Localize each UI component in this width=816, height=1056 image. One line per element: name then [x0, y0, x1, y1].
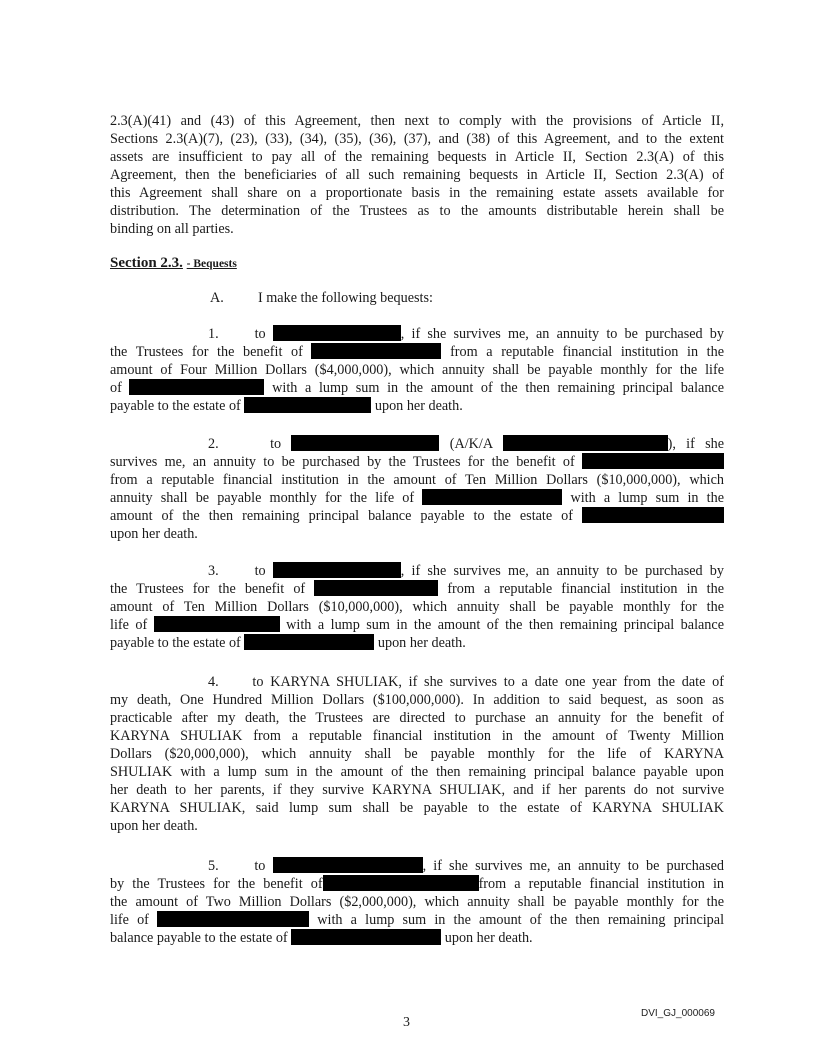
bates-number: DVI_GJ_000069 — [641, 1008, 715, 1019]
redaction-block — [157, 911, 309, 927]
bequest-2-line — [110, 453, 724, 471]
bequest-2-line — [110, 435, 724, 453]
line-text: life of — [110, 912, 149, 928]
intro-line: distribution. The determination of the Trustees as to the amounts distributable herein shall be — [110, 203, 724, 219]
section-number: Section 2.3. — [110, 255, 183, 271]
bequest-3-line: amount of Ten Million Dollars ($10,000,000), which annuity shall be payable monthly for the — [110, 599, 724, 615]
bequest-5-line — [110, 875, 724, 893]
bequest-4-line: practicable after my death, the Trustees are directed to purchase an annuity for the benefit of — [110, 710, 724, 726]
line-text: with a lump sum in the — [570, 490, 725, 506]
line-text: , if she survives me, an annuity to be purchased by — [400, 563, 724, 579]
bequest-2-line — [110, 507, 724, 525]
intro-line: this Agreement shall share on a proportionate basis in the remaining estate assets available for — [110, 185, 724, 201]
line-text: , if she survives me, an annuity to be purchased by — [400, 326, 724, 342]
redaction-block — [273, 325, 401, 341]
line-text: to KARYNA SHULIAK, if she survives to a date one year from the date of — [252, 674, 724, 690]
bequest-3-line — [110, 562, 724, 580]
redaction-block — [244, 397, 371, 413]
bequest-5-line — [110, 857, 724, 875]
intro-line: Agreement, then the beneficiaries of all such remaining bequests in Article II, Section 2.3(A) of — [110, 167, 724, 183]
subsection-text: I make the following bequests: — [258, 290, 433, 306]
line-text: payable to the estate of — [110, 398, 241, 414]
line-text: , if she survives me, an annuity to be purchased — [422, 858, 725, 874]
bequest-3-line — [110, 580, 724, 598]
to-text: to — [270, 436, 282, 452]
section-heading — [110, 255, 237, 272]
line-text: annuity shall be payable monthly for the life of — [110, 490, 415, 506]
redaction-block — [422, 489, 562, 505]
bequest-4-line — [110, 673, 724, 691]
line-text: from a reputable financial institution in the — [450, 344, 724, 360]
bequest-4-line: KARYNA SHULIAK, said lump sum shall be payable to the estate of KARYNA SHULIAK — [110, 800, 724, 816]
redaction-block — [129, 379, 264, 395]
line-text: life of — [110, 617, 148, 633]
bequest-2-line: from a reputable financial institution in the amount of Ten Million Dollars ($10,000,000), which — [110, 472, 724, 488]
line-text: with a lump sum in the amount of the then remaining principal balance — [286, 617, 724, 633]
page-number: 3 — [403, 1015, 410, 1030]
redaction-block — [273, 562, 401, 578]
bequest-3-line — [110, 616, 724, 634]
bequest-4-line: KARYNA SHULIAK from a reputable financial institution in the amount of Twenty Million — [110, 728, 724, 744]
line-text: the Trustees for the benefit of — [110, 344, 303, 360]
redaction-block — [503, 435, 668, 451]
redaction-block — [582, 453, 724, 469]
to-text: to — [254, 858, 266, 874]
subsection-letter: A. — [210, 290, 224, 306]
bequest-2-line: upon her death. — [110, 526, 198, 542]
line-text: ), if she — [667, 436, 725, 452]
item-number: 3. — [208, 563, 219, 579]
line-text: by the Trustees for the benefit of — [110, 876, 323, 892]
to-text: to — [254, 563, 266, 579]
item-number: 1. — [208, 326, 219, 342]
line-text: payable to the estate of — [110, 635, 241, 651]
line-text: the Trustees for the benefit of — [110, 581, 306, 597]
bequest-5-line — [110, 911, 724, 929]
bequest-1-line — [110, 379, 724, 397]
to-text: to — [254, 326, 266, 342]
section-subheading: - Bequests — [186, 258, 237, 270]
line-text: survives me, an annuity to be purchased by the Trustees for the benefit of — [110, 454, 575, 470]
redaction-block — [273, 857, 423, 873]
redaction-block — [291, 435, 439, 451]
line-text: upon her death. — [377, 635, 466, 651]
line-text: with a lump sum in the amount of the then remaining principal — [317, 912, 725, 928]
line-text: balance payable to the estate of — [110, 930, 288, 946]
line-text: with a lump sum in the amount of the then remaining principal balance — [272, 380, 725, 396]
item-number: 5. — [208, 858, 219, 874]
subsection-a — [210, 290, 433, 307]
bequest-2-line — [110, 489, 724, 507]
redaction-block — [311, 343, 441, 359]
line-text: of — [110, 380, 122, 396]
redaction-block — [244, 634, 374, 650]
item-number: 4. — [208, 674, 219, 690]
intro-line: Sections 2.3(A)(7), (23), (33), (34), (35), (36), (37), and (38) of this Agreement, and to the extent — [110, 131, 724, 147]
bequest-5-line: the amount of Two Million Dollars ($2,000,000), which annuity shall be payable monthly for the — [110, 894, 724, 910]
bequest-5-line — [110, 929, 724, 947]
line-text: upon her death. — [374, 398, 463, 414]
bequest-1-line — [110, 343, 724, 361]
intro-line: binding on all parties. — [110, 221, 234, 237]
bequest-4-line: upon her death. — [110, 818, 198, 834]
intro-line: assets are insufficient to pay all of the remaining bequests in Article II, Section 2.3(A) of this — [110, 149, 724, 165]
redaction-block — [314, 580, 438, 596]
redaction-block — [154, 616, 280, 632]
bequest-1-line: amount of Four Million Dollars ($4,000,000), which annuity shall be payable monthly for the life — [110, 362, 724, 378]
line-text: from a reputable financial institution in — [478, 876, 724, 892]
line-text: (A/K/A — [449, 436, 493, 452]
bequest-3-line — [110, 634, 724, 652]
bequest-4-line: SHULIAK with a lump sum in the amount of the then remaining principal balance payable upon — [110, 764, 724, 780]
intro-line: 2.3(A)(41) and (43) of this Agreement, then next to comply with the provisions of Article II, — [110, 113, 724, 129]
bequest-1-line — [110, 397, 724, 415]
line-text: amount of the then remaining principal balance payable to the estate of — [110, 508, 573, 524]
bequest-4-line: my death, One Hundred Million Dollars ($100,000,000). In addition to said bequest, as soon as — [110, 692, 724, 708]
item-number: 2. — [208, 436, 219, 452]
redaction-block — [323, 875, 479, 891]
line-text: upon her death. — [444, 930, 533, 946]
bequest-4-line: Dollars ($20,000,000), which annuity shall be payable monthly for the life of KARYNA — [110, 746, 724, 762]
line-text: from a reputable financial institution in the — [447, 581, 725, 597]
bequest-1-line — [110, 325, 724, 343]
bequest-4-line: her death to her parents, if they survive KARYNA SHULIAK, and if her parents do not survive — [110, 782, 724, 798]
redaction-block — [291, 929, 441, 945]
redaction-block — [582, 507, 724, 523]
